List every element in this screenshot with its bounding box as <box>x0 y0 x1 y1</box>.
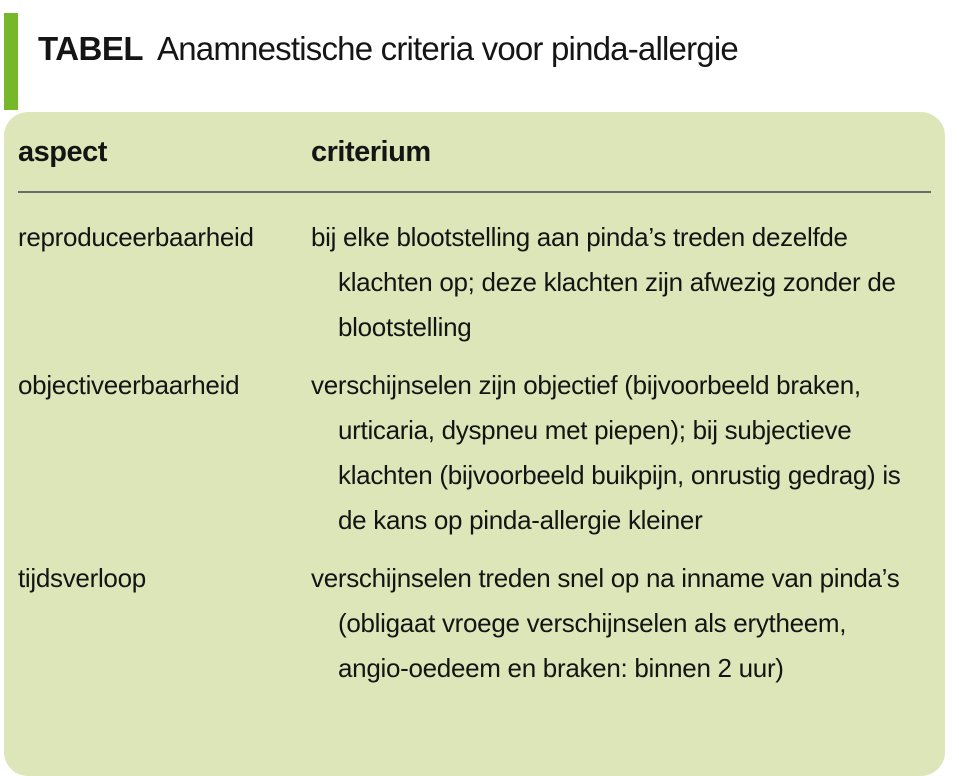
aspect-cell: reproduceerbaarheid <box>18 222 254 252</box>
criteria-table-panel <box>4 112 945 776</box>
criterium-line: (obligaat vroege verschijnselen als erytheem, <box>338 608 847 638</box>
criterium-line: verschijnselen treden snel op na inname van pinda’s <box>311 563 900 593</box>
aspect-cell: tijdsverloop <box>18 563 146 593</box>
column-header-criterium: criterium <box>311 136 431 168</box>
table-row <box>4 215 945 350</box>
table-row <box>4 363 945 543</box>
column-header-aspect: aspect <box>18 136 107 168</box>
criterium-line: de kans op pinda-allergie kleiner <box>338 505 703 535</box>
criterium-line: blootstelling <box>338 312 472 342</box>
criterium-cell <box>311 556 933 691</box>
criterium-line: klachten op; deze klachten zijn afwezig zonder de <box>338 267 896 297</box>
criterium-line: urticaria, dyspneu met piepen); bij subjectieve <box>338 415 852 445</box>
aspect-cell: objectiveerbaarheid <box>18 370 240 400</box>
table-body <box>4 215 945 691</box>
title-accent-bar <box>4 13 18 110</box>
criterium-line: angio-oedeem en braken: binnen 2 uur) <box>338 653 784 683</box>
table-label: TABEL <box>38 30 144 67</box>
table-header-row <box>4 112 945 169</box>
criterium-cell <box>311 215 933 350</box>
header-divider-rule <box>18 191 931 193</box>
criterium-cell <box>311 363 933 543</box>
table-row <box>4 556 945 691</box>
figure-title <box>38 30 738 68</box>
criterium-line: klachten (bijvoorbeeld buikpijn, onrustig gedrag) is <box>338 460 901 490</box>
criterium-line: verschijnselen zijn objectief (bijvoorbeeld braken, <box>311 370 861 400</box>
table-title-text: Anamnestische criteria voor pinda-allergie <box>157 30 738 67</box>
criterium-line: bij elke blootstelling aan pinda’s treden dezelfde <box>311 222 848 252</box>
